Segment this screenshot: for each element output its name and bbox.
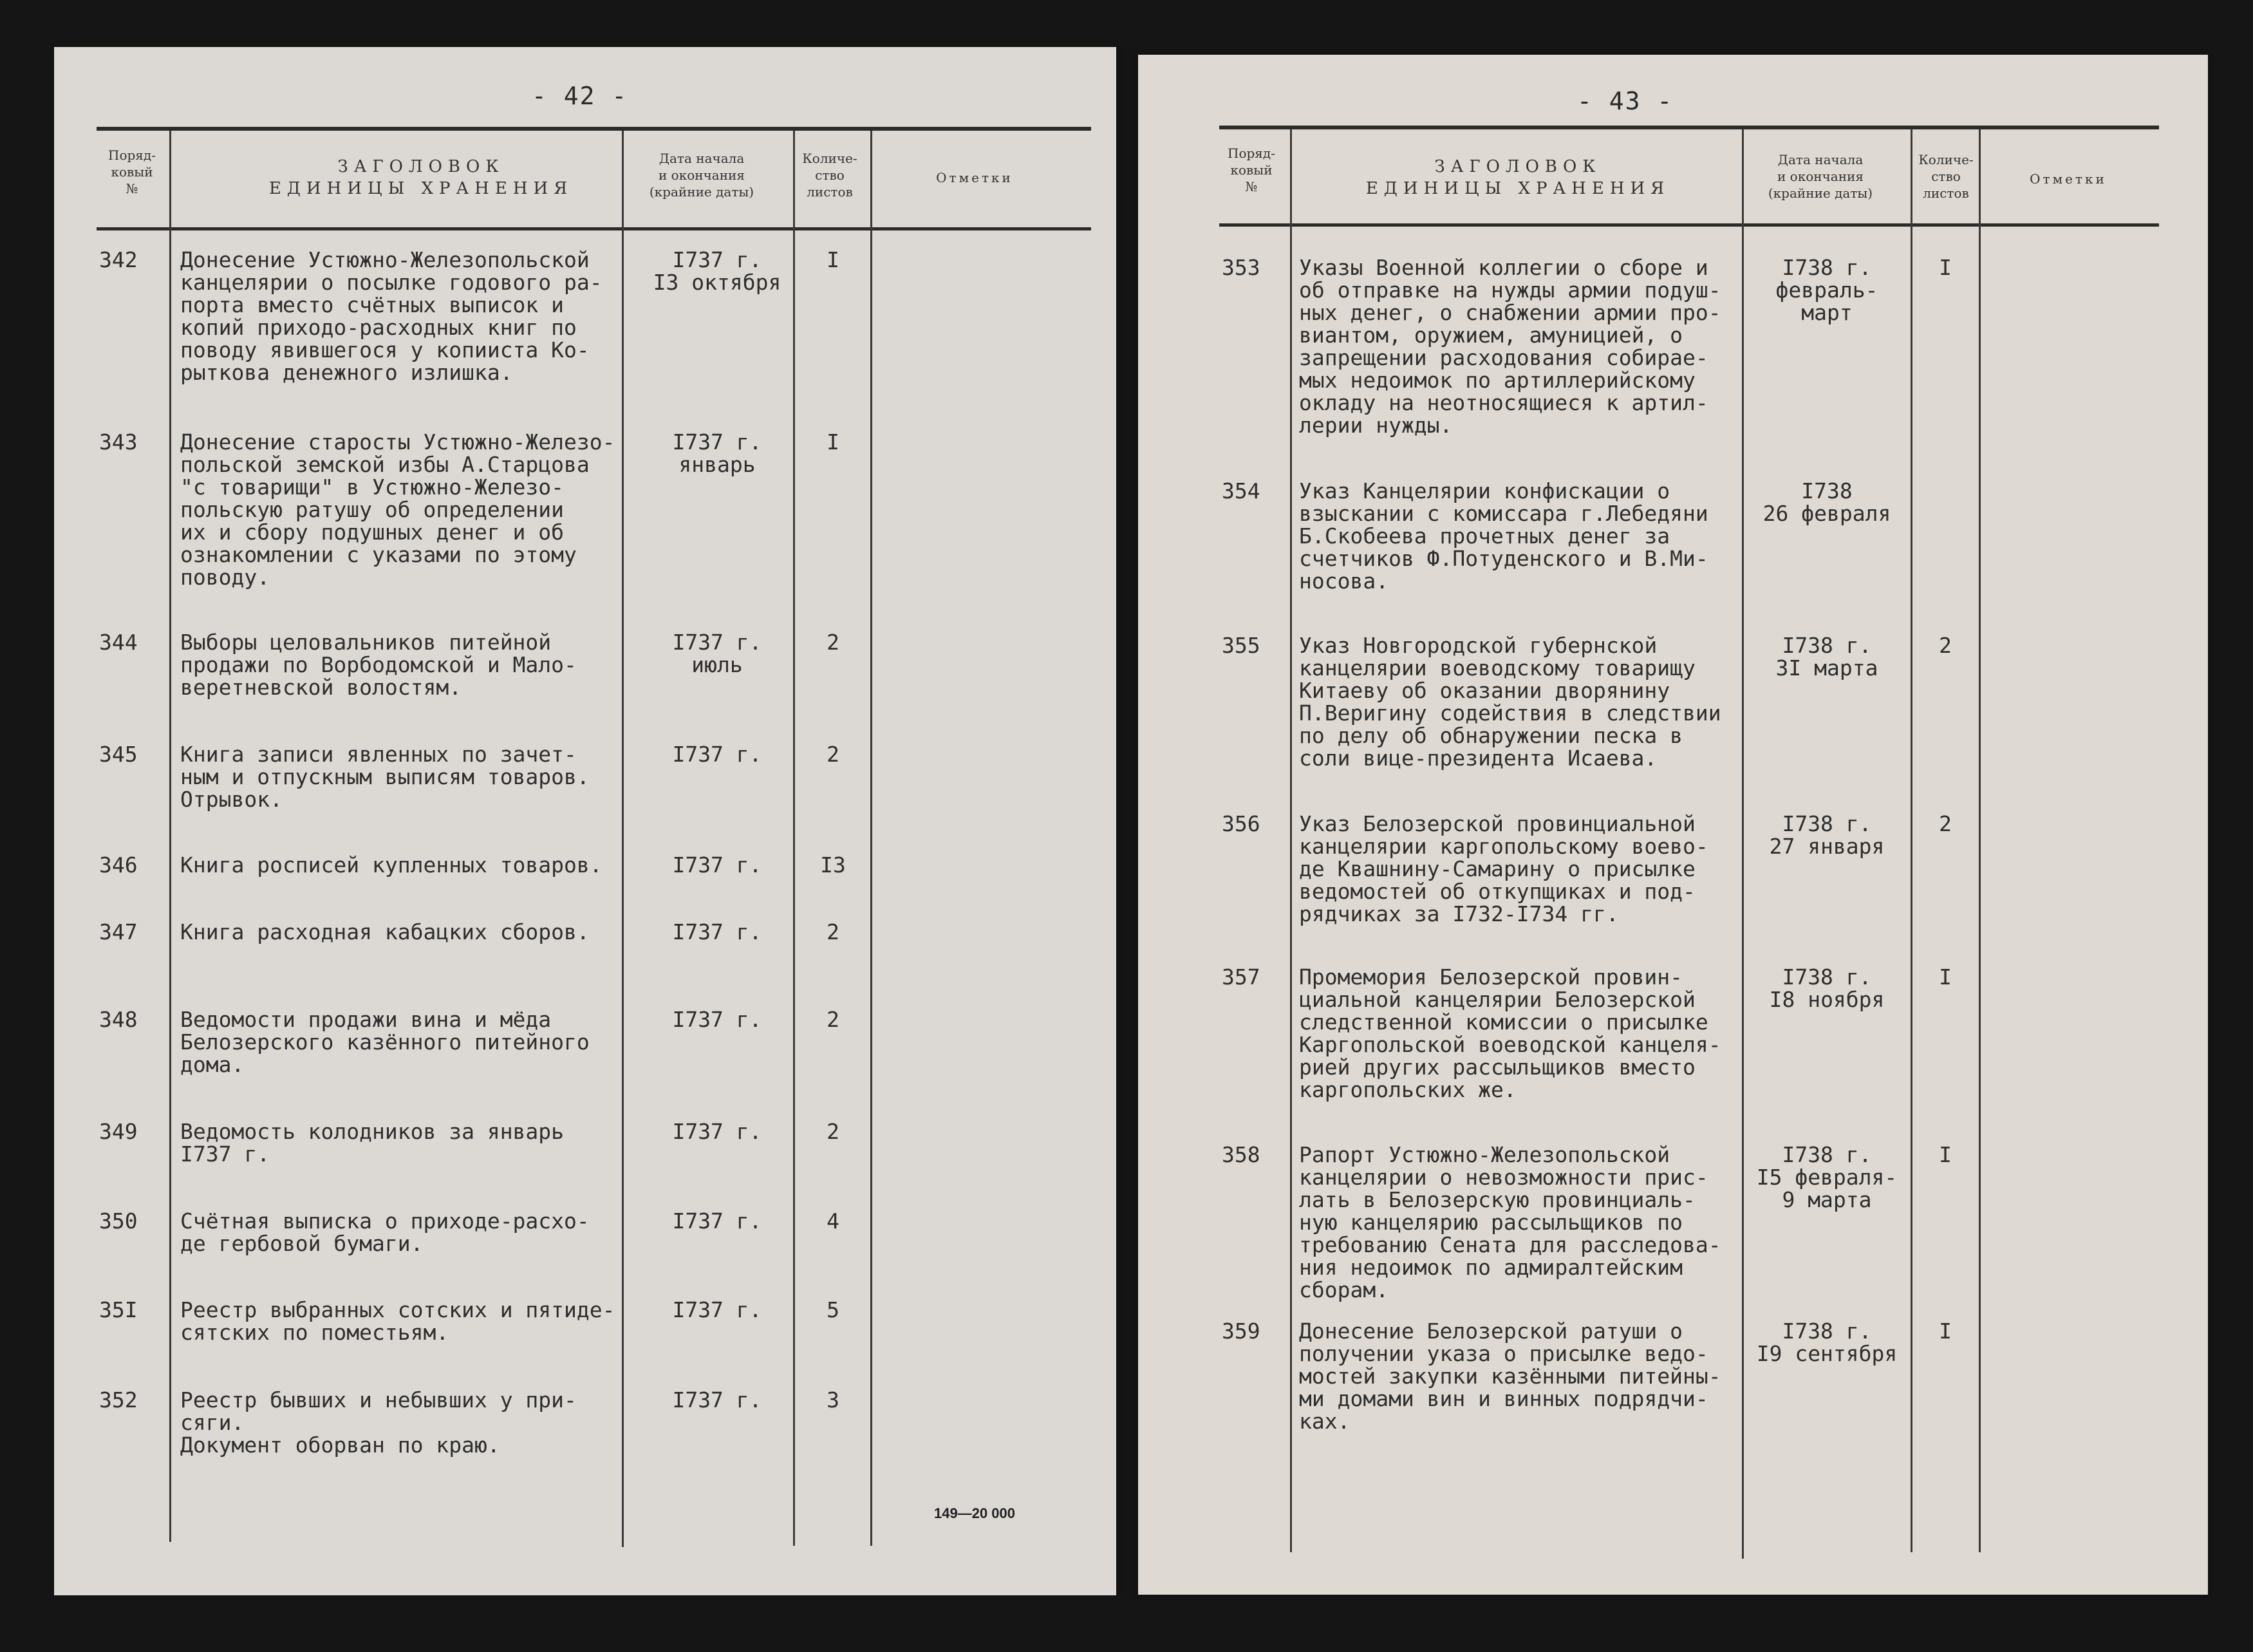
row-number: 358	[1222, 1142, 1260, 1167]
row-dates: I738 г. I5 февраля- 9 марта	[1756, 1142, 1898, 1212]
row-sheet-count: I3	[820, 852, 846, 878]
header-dates: Дата начала и окончания (крайние даты)	[649, 151, 754, 200]
row-sheet-count: 2	[1939, 633, 1952, 658]
row-number: 352	[99, 1387, 138, 1413]
row-number: 347	[99, 919, 138, 944]
row-dates: I737 г.	[672, 1208, 762, 1234]
row-number: 346	[99, 852, 138, 878]
row-sheet-count: 2	[1939, 811, 1952, 836]
row-dates: I738 г. 3I марта	[1775, 633, 1878, 681]
row-title: Донесение Устюжно-Железопольской канцелярии о посылке годового ра- порта вместо счётных выписок и копий приходо-расходных книг по поводу явившегося у копииста Ко- рыткова денежного излишка.	[180, 247, 603, 385]
row-title: Донесение старосты Устюжно-Железо- польской земской избы А.Старцова "с товарищи" в Устюжно-Железо- польскую ратушу об определении их и сбору подушных денег и об ознакомлении с указами по этому поводу.	[180, 429, 615, 590]
header-num: Поряд- ковый №	[1228, 145, 1275, 194]
column-divider	[1979, 129, 1981, 1552]
print-code: 149—20 000	[934, 1505, 1015, 1521]
row-dates: I737 г.	[672, 1007, 762, 1032]
row-dates: I737 г.	[672, 1387, 762, 1413]
header-dates: Дата начала и окончания (крайние даты)	[1768, 152, 1873, 201]
row-title: Книга записи явленных по зачет- ным и отпускным выписям товаров. Отрывок.	[180, 742, 590, 812]
row-number: 354	[1222, 478, 1260, 503]
header-bottom-rule	[97, 227, 1091, 230]
row-number: 356	[1222, 811, 1260, 836]
row-number: 350	[99, 1208, 138, 1234]
row-title: Промемория Белозерской провин- циальной канцелярии Белозерской следственной комиссии о присылке Каргопольской воеводской канцеля- рией других рассыльщиков вместо каргопольских же.	[1299, 964, 1721, 1102]
row-sheet-count: I	[1939, 255, 1952, 280]
row-title: Книга росписей купленных товаров.	[180, 852, 603, 878]
row-number: 342	[99, 247, 138, 272]
row-number: 359	[1222, 1319, 1260, 1344]
row-number: 355	[1222, 633, 1260, 658]
row-dates: I737 г.	[672, 852, 762, 878]
header-notes: Отметки	[936, 170, 1013, 185]
row-number: 35I	[99, 1297, 138, 1322]
column-divider	[870, 131, 872, 1546]
header-qty: Количе- ство листов	[802, 151, 857, 200]
row-number: 349	[99, 1119, 138, 1144]
row-number: 353	[1222, 255, 1260, 280]
row-sheet-count: I	[827, 429, 839, 455]
row-sheet-count: 2	[827, 1119, 839, 1144]
row-title: Счётная выписка о приходе-расхо- де гербовой бумаги.	[180, 1208, 590, 1256]
row-dates: I737 г.	[672, 919, 762, 944]
row-dates: I738 г. февраль- март	[1775, 255, 1878, 325]
header-top-rule	[1219, 126, 2159, 129]
row-dates: I738 г. I9 сентября	[1756, 1319, 1898, 1366]
row-sheet-count: I	[827, 247, 839, 272]
row-title: Указы Военной коллегии о сборе и об отправке на нужды армии подуш- ных денег, о снабжении армии про- виантом, оружием, амуницией, о запрещении расходования собирае- мых недоимок по артиллерийскому окладу на неотносящиеся к артил- лерии нужды.	[1299, 255, 1721, 438]
header-notes: Отметки	[2030, 171, 2107, 187]
row-dates: I738 26 февраля	[1762, 478, 1891, 526]
row-dates: I737 г.	[672, 1119, 762, 1144]
row-title: Выборы целовальников питейной продажи по Ворбодомской и Мало- веретневской волостям.	[180, 630, 577, 700]
page-number: - 43 -	[1577, 87, 1674, 115]
row-sheet-count: 2	[827, 1007, 839, 1032]
row-dates: I738 г. 27 января	[1769, 811, 1885, 859]
row-dates: I737 г. июль	[672, 630, 762, 677]
row-title: Указ Белозерской провинциальной канцелярии каргопольскому воево- де Квашнину-Самарину о присылке ведомостей об откупщиках и под- рядчиках за I732-I734 гг.	[1299, 811, 1708, 926]
row-number: 343	[99, 429, 138, 455]
row-title: Реестр бывших и небывших у при- сяги. Документ оборван по краю.	[180, 1387, 577, 1458]
archive-page-left	[54, 47, 1116, 1595]
row-sheet-count: 2	[827, 630, 839, 655]
row-title: Указ Новгородской губернской канцелярии воеводскому товарищу Китаеву об оказании дворянину П.Веригину содействия в следствии по делу об обнаружении песка в соли вице-президента Исаева.	[1299, 633, 1721, 771]
row-dates: I738 г. I8 ноября	[1769, 964, 1885, 1012]
header-title: ЗАГОЛОВОК ЕДИНИЦЫ ХРАНЕНИЯ	[1365, 157, 1670, 198]
row-title: Реестр выбранных сотских и пятиде- сятских по поместьям.	[180, 1297, 615, 1345]
header-qty: Количе- ство листов	[1918, 152, 1974, 201]
row-dates: I737 г.	[672, 1297, 762, 1322]
row-sheet-count: I	[1939, 964, 1952, 990]
row-sheet-count: I	[1939, 1142, 1952, 1167]
archive-page-right	[1138, 55, 2208, 1595]
row-title: Рапорт Устюжно-Железопольской канцелярии о невозможности прис- лать в Белозерскую провинциаль- ную канцелярию рассыльщиков по требованию Сената для расследова- ния недоимок по адмиралтейским сборам.	[1299, 1142, 1721, 1302]
row-title: Ведомости продажи вина и мёда Белозерского казённого питейного дома.	[180, 1007, 590, 1077]
row-title: Книга расходная кабацких сборов.	[180, 919, 590, 944]
row-title: Ведомость колодников за январь I737 г.	[180, 1119, 565, 1167]
header-num: Поряд- ковый №	[108, 147, 156, 196]
row-number: 344	[99, 630, 138, 655]
row-title: Указ Канцелярии конфискации о взыскании с комиссара г.Лебедяни Б.Скобеева прочетных денег за счетчиков Ф.Потуденского и В.Ми- носова.	[1299, 478, 1708, 594]
row-sheet-count: 5	[827, 1297, 839, 1322]
row-number: 348	[99, 1007, 138, 1032]
row-sheet-count: 2	[827, 919, 839, 944]
row-sheet-count: 3	[827, 1387, 839, 1413]
header-top-rule	[97, 127, 1091, 131]
column-divider	[622, 131, 624, 1547]
row-number: 345	[99, 742, 138, 767]
header-title: ЗАГОЛОВОК ЕДИНИЦЫ ХРАНЕНИЯ	[268, 157, 574, 198]
row-sheet-count: 4	[827, 1208, 839, 1234]
page-number: - 42 -	[532, 82, 628, 110]
row-number: 357	[1222, 964, 1260, 990]
row-dates: I737 г. I3 октября	[653, 247, 781, 295]
column-divider	[169, 131, 171, 1542]
column-divider	[793, 131, 795, 1546]
row-sheet-count: I	[1939, 1319, 1952, 1344]
row-dates: I737 г. январь	[672, 429, 762, 477]
row-dates: I737 г.	[672, 742, 762, 767]
column-divider	[1290, 129, 1292, 1552]
row-sheet-count: 2	[827, 742, 839, 767]
row-title: Донесение Белозерской ратуши о получении указа о присылке ведо- мостей закупки казёнными питейны- ми домами вин и винных подрядчи- ках.	[1299, 1319, 1721, 1434]
header-bottom-rule	[1219, 223, 2159, 227]
